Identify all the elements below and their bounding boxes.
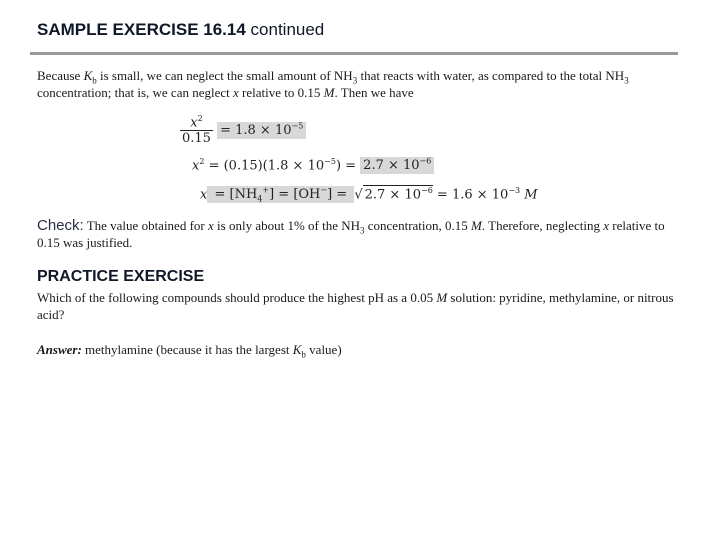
check-text: concentration, 0.15: [364, 218, 472, 233]
intro-text: concentration; that is, we can neglect: [37, 85, 234, 100]
eq1-numerator: x: [190, 115, 198, 131]
practice-question: [37, 289, 687, 323]
molarity-unit: M: [436, 290, 448, 305]
check-paragraph: [37, 217, 687, 251]
eq3-result: = 1.6 × 10: [432, 187, 509, 203]
exercise-title-main: SAMPLE EXERCISE 16.14: [37, 20, 246, 39]
eq2-middle-exp: −5: [324, 157, 336, 166]
eq1-numerator-exp: 2: [197, 114, 203, 123]
intro-text: . Then we have: [334, 85, 414, 100]
eq2-middle-end: ) =: [335, 158, 361, 174]
practice-text: solution: pyridine, methylamine, or nitrous acid?: [37, 290, 674, 322]
practice-text: Which of the following compounds should produce the highest pH as a 0.05: [37, 290, 437, 305]
eq2-rhs-value: 2.7 × 10: [363, 158, 420, 174]
eq1-denominator: 0.15: [182, 131, 211, 147]
eq3-sqrt-value: 2.7 × 10: [364, 187, 421, 203]
eq3-ion-concentrations: [207, 186, 354, 203]
answer-label: Answer:: [37, 342, 82, 357]
check-text: is only about 1% of the NH: [213, 218, 361, 233]
kb-subscript: b: [301, 349, 306, 360]
equation-3: [200, 185, 538, 204]
eq2-rhs-exp: −6: [419, 157, 432, 166]
check-text: The value obtained for: [83, 218, 208, 233]
practice-exercise-title: PRACTICE EXERCISE: [37, 268, 205, 285]
equation-1-fraction: [180, 114, 213, 146]
eq1-rhs-exp: −5: [291, 122, 304, 131]
eq1-rhs-value: = 1.8 × 10: [220, 123, 292, 139]
eq2-lhs: x: [192, 158, 200, 174]
exercise-title-suffix: continued: [245, 20, 325, 39]
answer-paragraph: [37, 341, 687, 358]
eq3-equals: ] =: [327, 187, 352, 203]
intro-text: that reacts with water, as compared to the total NH: [357, 68, 625, 83]
eq3-unit: M: [520, 187, 538, 203]
eq2-rhs: [360, 157, 434, 174]
nh3-subscript: 3: [360, 225, 365, 236]
eq3-result-exp: −3: [508, 186, 521, 195]
kb-symbol: K: [83, 68, 93, 83]
molarity-unit: M: [323, 85, 335, 100]
title-divider: [30, 52, 678, 55]
x-variable: x: [233, 85, 239, 100]
eq2-lhs-exp: 2: [199, 157, 205, 166]
equation-1: [180, 114, 306, 146]
eq3-sqrt-body: [363, 185, 433, 202]
eq3-sqrt-exp: −6: [421, 186, 433, 195]
answer-text: value): [305, 342, 342, 357]
eq3-nh4-sub: 4: [257, 194, 263, 204]
nh3-subscript: 3: [352, 75, 358, 86]
intro-text: relative to 0.15: [238, 85, 324, 100]
eq3-nh4-charge: +: [262, 186, 270, 195]
intro-text: is small, we can neglect the small amount of NH: [96, 68, 353, 83]
molarity-unit: M: [471, 218, 482, 233]
intro-paragraph: [37, 67, 687, 101]
x-variable: x: [603, 218, 610, 233]
check-label: Check:: [37, 217, 84, 234]
kb-symbol: K: [292, 342, 302, 357]
nh3-subscript: 3: [624, 75, 629, 86]
eq3-oh: ] = [OH: [269, 187, 321, 203]
kb-subscript: b: [92, 75, 97, 86]
eq3-x: x: [200, 187, 208, 203]
eq2-middle: = (0.15)(1.8 × 10: [204, 158, 325, 174]
eq3-nh4: = [NH: [210, 187, 258, 203]
exercise-title: [37, 20, 324, 40]
sqrt-icon: √: [354, 187, 363, 203]
answer-text: methylamine (because it has the largest: [81, 342, 293, 357]
check-text: . Therefore, neglecting: [481, 218, 604, 233]
equation-2: [192, 157, 434, 173]
eq1-rhs: [217, 122, 306, 139]
check-text: relative to 0.15 was justified.: [37, 218, 665, 250]
intro-text: Because: [37, 68, 84, 83]
x-variable: x: [208, 218, 214, 233]
eq3-oh-charge: −: [320, 186, 328, 195]
